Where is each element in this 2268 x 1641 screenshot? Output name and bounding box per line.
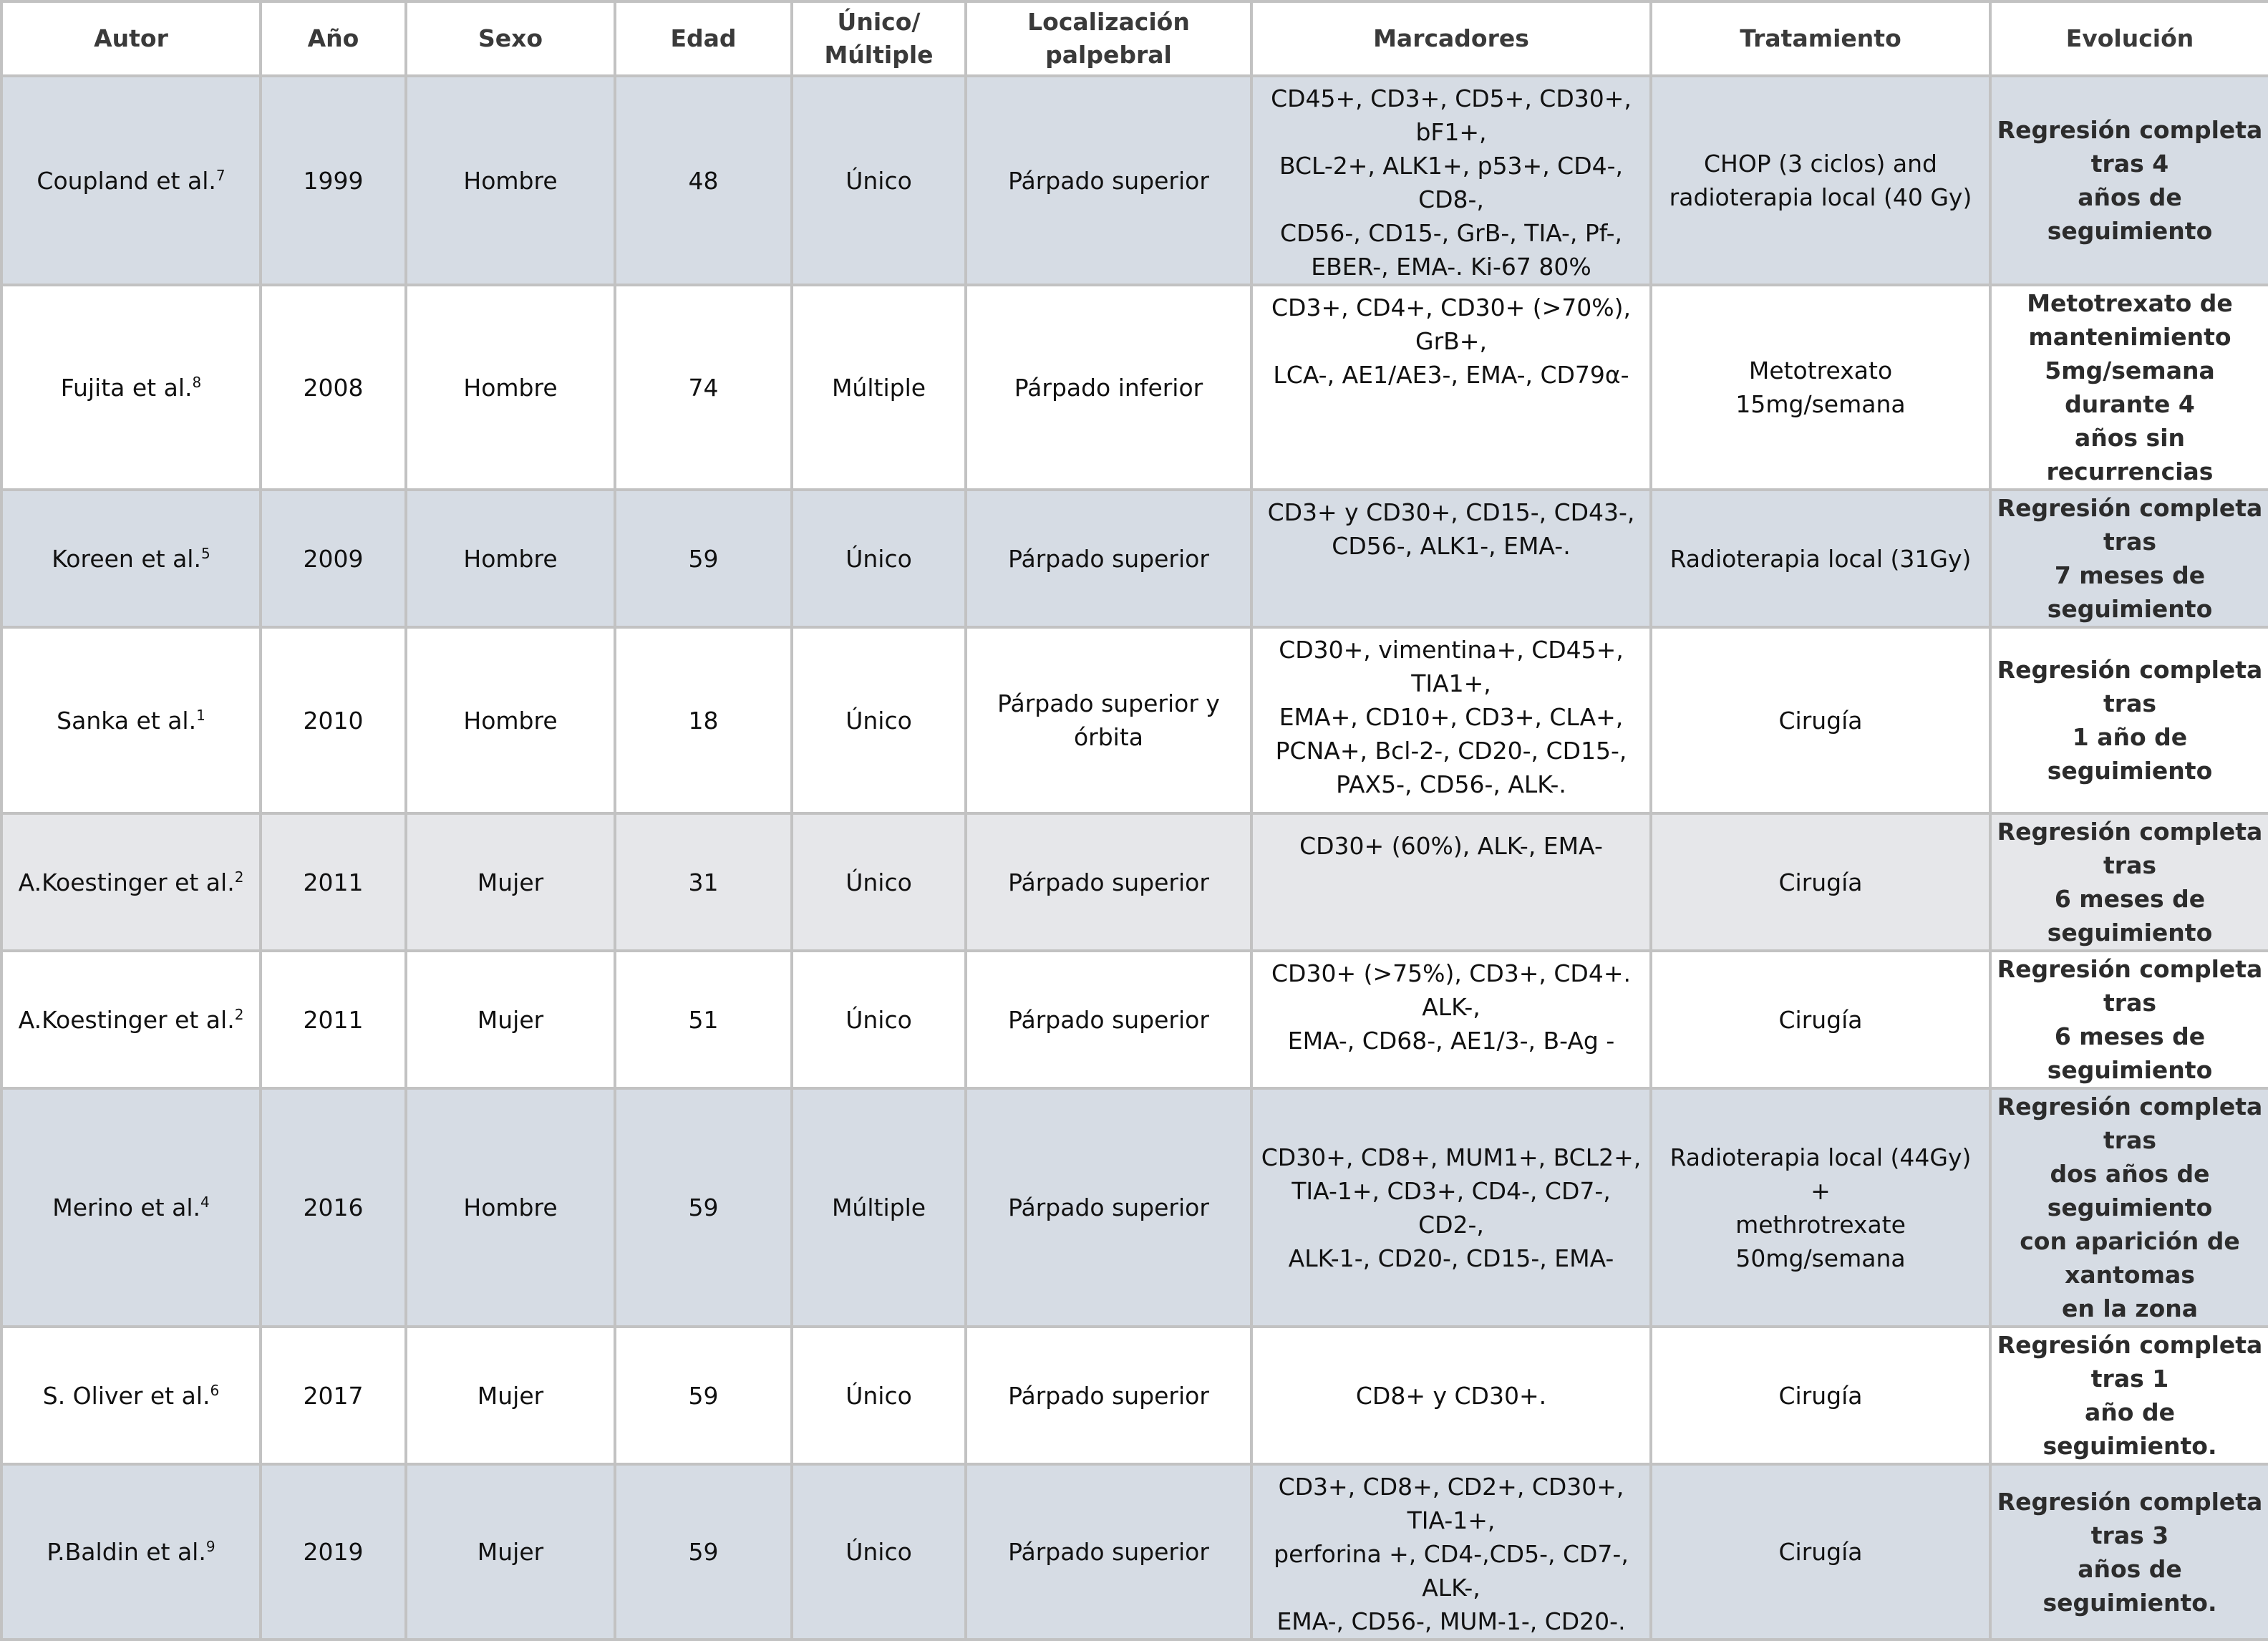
cell-localizacion: Párpado superior — [966, 76, 1251, 285]
cell-anio: 2008 — [261, 285, 406, 490]
cell-localizacion: Párpado superior y órbita — [966, 627, 1251, 813]
header-sexo: Sexo — [406, 1, 615, 76]
cell-anio: 2019 — [261, 1464, 406, 1640]
cell-tratamiento: CHOP (3 ciclos) and radioterapia local (40 Gy) — [1651, 76, 1990, 285]
cell-edad: 59 — [615, 1327, 792, 1464]
cell-localizacion: Párpado superior — [966, 951, 1251, 1088]
cell-unico: Múltiple — [792, 285, 966, 490]
cell-localizacion: Párpado superior — [966, 813, 1251, 951]
header-autor: Autor — [1, 1, 261, 76]
reference-number: 6 — [210, 1381, 220, 1399]
cell-marcadores: CD3+ y CD30+, CD15-, CD43-, CD56-, ALK1-, EMA-. — [1251, 490, 1651, 627]
cell-autor: A.Koestinger et al.$^2$ — [1, 951, 261, 1088]
cell-evolucion: Regresión completa tras 1 año de seguimiento — [1990, 627, 2268, 813]
header-evolucion: Evolución — [1990, 1, 2268, 76]
cell-evolucion: Regresión completa tras 7 meses de seguimiento — [1990, 490, 2268, 627]
cell-edad: 51 — [615, 951, 792, 1088]
header-marcadores: Marcadores — [1251, 1, 1651, 76]
cell-autor: P.Baldin et al.$^9$ — [1, 1464, 261, 1640]
cell-marcadores: CD45+, CD3+, CD5+, CD30+, bF1+, BCL-2+, ALK1+, p53+, CD4-, CD8-, CD56-, CD15-, GrB-, TIA-, Pf-, EBER-, EMA-. Ki-67 80% — [1251, 76, 1651, 285]
cell-sexo: Hombre — [406, 490, 615, 627]
reference-number: 7 — [215, 166, 226, 184]
cell-edad: 59 — [615, 490, 792, 627]
cell-edad: 59 — [615, 1088, 792, 1327]
header-unico-line1: Único/ — [837, 8, 921, 36]
cell-autor: Coupland et al.$^7$ — [1, 76, 261, 285]
reference-number: 1 — [196, 706, 205, 724]
cell-autor: Fujita et al.$^8$ — [1, 285, 261, 490]
cell-unico: Único — [792, 951, 966, 1088]
cell-anio: 1999 — [261, 76, 406, 285]
cell-unico: Único — [792, 76, 966, 285]
cell-unico: Único — [792, 1464, 966, 1640]
header-tratamiento: Tratamiento — [1651, 1, 1990, 76]
header-localizacion: Localización palpebral — [966, 1, 1251, 76]
reference-number: 2 — [234, 1005, 244, 1023]
cell-sexo: Mujer — [406, 951, 615, 1088]
cell-tratamiento: Metotrexato 15mg/semana — [1651, 285, 1990, 490]
header-row — [1, 1, 2268, 76]
cell-tratamiento: Cirugía — [1651, 951, 1990, 1088]
cell-sexo: Mujer — [406, 1327, 615, 1464]
cell-tratamiento: Radioterapia local (44Gy) + methrotrexate 50mg/semana — [1651, 1088, 1990, 1327]
table-row — [1, 76, 2268, 285]
cell-localizacion: Párpado superior — [966, 1327, 1251, 1464]
cell-anio: 2016 — [261, 1088, 406, 1327]
cell-edad: 31 — [615, 813, 792, 951]
cell-sexo: Mujer — [406, 1464, 615, 1640]
cell-sexo: Hombre — [406, 76, 615, 285]
table-row — [1, 1088, 2268, 1327]
cell-marcadores: CD30+, CD8+, MUM1+, BCL2+, TIA-1+, CD3+, CD4-, CD7-, CD2-, ALK-1-, CD20-, CD15-, EMA- — [1251, 1088, 1651, 1327]
cell-autor: Koreen et al.$^5$ — [1, 490, 261, 627]
cell-evolucion: Metotrexato de mantenimiento 5mg/semana durante 4 años sin recurrencias — [1990, 285, 2268, 490]
table-row — [1, 490, 2268, 627]
reference-number: 4 — [200, 1194, 210, 1211]
cell-localizacion: Párpado superior — [966, 490, 1251, 627]
header-unico-line2: Múltiple — [824, 41, 934, 69]
cell-anio: 2009 — [261, 490, 406, 627]
header-anio: Año — [261, 1, 406, 76]
cell-tratamiento: Cirugía — [1651, 813, 1990, 951]
cell-anio: 2017 — [261, 1327, 406, 1464]
cell-sexo: Hombre — [406, 627, 615, 813]
cell-anio: 2010 — [261, 627, 406, 813]
cell-evolucion: Regresión completa tras dos años de seguimiento con aparición de xantomas en la zona — [1990, 1088, 2268, 1327]
cell-anio: 2011 — [261, 951, 406, 1088]
cell-anio: 2011 — [261, 813, 406, 951]
reference-number: 9 — [205, 1538, 215, 1555]
table-row — [1, 951, 2268, 1088]
cell-marcadores: CD8+ y CD30+. — [1251, 1327, 1651, 1464]
cell-tratamiento: Cirugía — [1651, 1464, 1990, 1640]
reference-number: 2 — [234, 868, 244, 886]
cell-tratamiento: Cirugía — [1651, 627, 1990, 813]
table-row — [1, 1464, 2268, 1640]
cell-edad: 48 — [615, 76, 792, 285]
cell-tratamiento: Cirugía — [1651, 1327, 1990, 1464]
cell-sexo: Hombre — [406, 1088, 615, 1327]
cell-edad: 74 — [615, 285, 792, 490]
table-row — [1, 627, 2268, 813]
cell-autor: Merino et al.$^4$ — [1, 1088, 261, 1327]
cell-marcadores: CD3+, CD8+, CD2+, CD30+, TIA-1+, perforina +, CD4-,CD5-, CD7-, ALK-, EMA-, CD56-, MUM-1-, CD20-. — [1251, 1464, 1651, 1640]
cell-evolucion: Regresión completa tras 4 años de seguimiento — [1990, 76, 2268, 285]
cell-evolucion: Regresión completa tras 6 meses de seguimiento — [1990, 813, 2268, 951]
cell-edad: 59 — [615, 1464, 792, 1640]
cell-edad: 18 — [615, 627, 792, 813]
cell-marcadores: CD30+, vimentina+, CD45+, TIA1+, EMA+, CD10+, CD3+, CLA+, PCNA+, Bcl-2-, CD20-, CD15-, PAX5-, CD56-, ALK-. — [1251, 627, 1651, 813]
cell-marcadores: CD3+, CD4+, CD30+ (>70%), GrB+, LCA-, AE1/AE3-, EMA-, CD79α- — [1251, 285, 1651, 490]
cell-sexo: Hombre — [406, 285, 615, 490]
cell-marcadores: CD30+ (>75%), CD3+, CD4+. ALK-, EMA-, CD68-, AE1/3-, B-Ag - — [1251, 951, 1651, 1088]
cell-sexo: Mujer — [406, 813, 615, 951]
reference-number: 8 — [192, 373, 202, 391]
cell-evolucion: Regresión completa tras 1 año de seguimiento. — [1990, 1327, 2268, 1464]
cell-unico: Único — [792, 813, 966, 951]
cell-autor: A.Koestinger et al.$^2$ — [1, 813, 261, 951]
cell-localizacion: Párpado superior — [966, 1088, 1251, 1327]
cell-localizacion: Párpado inferior — [966, 285, 1251, 490]
cell-tratamiento: Radioterapia local (31Gy) — [1651, 490, 1990, 627]
header-edad: Edad — [615, 1, 792, 76]
cell-autor: S. Oliver et al.$^6$ — [1, 1327, 261, 1464]
cell-unico: Único — [792, 627, 966, 813]
cell-marcadores: CD30+ (60%), ALK-, EMA- — [1251, 813, 1651, 951]
cell-evolucion: Regresión completa tras 3 años de seguimiento. — [1990, 1464, 2268, 1640]
cell-unico: Único — [792, 490, 966, 627]
table-row — [1, 285, 2268, 490]
cell-evolucion: Regresión completa tras 6 meses de seguimiento — [1990, 951, 2268, 1088]
header-unico — [792, 1, 966, 76]
reference-number: 5 — [200, 544, 210, 562]
cell-unico: Único — [792, 1327, 966, 1464]
cell-localizacion: Párpado superior — [966, 1464, 1251, 1640]
cell-autor: Sanka et al.$^1$ — [1, 627, 261, 813]
table-row — [1, 1327, 2268, 1464]
table-row — [1, 813, 2268, 951]
cell-unico: Múltiple — [792, 1088, 966, 1327]
